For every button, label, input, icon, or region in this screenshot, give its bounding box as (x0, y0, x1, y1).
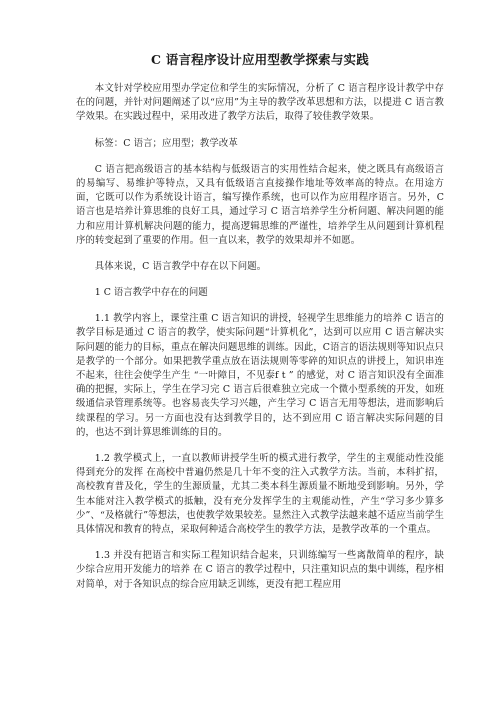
paper-title: C 语言程序设计应用型教学探索与实践 (151, 52, 369, 67)
keywords-line: 标签：C 语言；应用型；教学改革 (94, 137, 238, 149)
section-1-1-paragraph: 1.1 教学内容上，课堂注重 C 语言知识的讲授，轻视学生思维能力的培养 C 语言的教学目标是通过 C 语言的教学，使实际问题“计算机化”，达到可以应用 C 语言解决实际问题的能力的目标，重点在解决问题思维的训练。因此，C语言的语法规则等知识点只是教学的一个部分。如果把教学重点放在语法规则等零碎的知识点的讲授上，知识串连不起来，往往会使学生产生 “一叶障目，不见泰f t ” 的感觉，对 C 语言知识没有全面准确的把握，实际上，学生在学习完 C 语言后很难独立完成一个微小型系统的开发，如班级通信录管理系统等。也容易丧失学习兴趣，产生学习 C 语言无用等想法，进而影响后续课程的学习。另一方面也没有达到教学目的，达不到应用 C 语言解决实际问题的目的，也达不到计算思维训练的目的。 (76, 313, 444, 438)
transition-paragraph: 具体来说，C 语言教学中存在以下问题。 (94, 261, 267, 273)
section-1-2-paragraph: 1.2 教学模式上，一直以教师讲授学生听的模式进行教学，学生的主观能动性没能得到充分的发挥 在高校中普遍仍然是几十年不变的注入式教学方法。当前，本科扩招，高校教育普及化，学生的生源质量，尤其二类本科生源质量不断地受到影响。另外，学生本能对注入教学模式的抵触，没有充分发挥学生的主观能动性，产生“学习多少算多少”、“及格就行”等想法，也使教学效果较差。显然注入式教学法越来越不适应当前学生具体情况和教育的特点，采取何种适合高校学生的教学方法，是教学改革的一个重点。 (76, 453, 444, 536)
intro-paragraph: C 语言把高级语言的基本结构与低级语言的实用性结合起来，使之既具有高级语言的易编写、易维护等特点，又具有低级语言直接操作地址等效率高的特点。在用途方面，它既可以作为系统设计语言，编写操作系统，也可以作为应用程序语言。另外，C 语言也是培养计算思维的良好工具，通过学习 C 语言培养学生分析问题、解决问题的能力和应用计算机解决问题的能力，提高逻辑思维的严谨性，培养学生从问题到计算机程序的转变起到了重要的作用。但一直以来，教学的效果却并不如愿。 (76, 163, 444, 246)
section-1-3-paragraph: 1.3 并没有把语言和实际工程知识结合起来，只训练编写一些离散简单的程序，缺少综合应用开发能力的培养 在 C 语言的教学过程中，只注重知识点的集中训练，程序相对简单，对于各知识点的综合应用缺乏训练，更没有把工程应用 (76, 550, 444, 590)
abstract-paragraph: 本文针对学校应用型办学定位和学生的实际情况，分析了 C 语言程序设计教学中存在的问题，并针对问题阐述了以“应用”为主导的教学改革思想和方法，以提进 C 语言教学效果。在实践过程中，采用改进了教学方法后，取得了较佳教学效果。 (76, 83, 444, 123)
document-page (76, 52, 444, 604)
section-heading: 1 C 语言教学中存在的问题 (94, 287, 208, 299)
